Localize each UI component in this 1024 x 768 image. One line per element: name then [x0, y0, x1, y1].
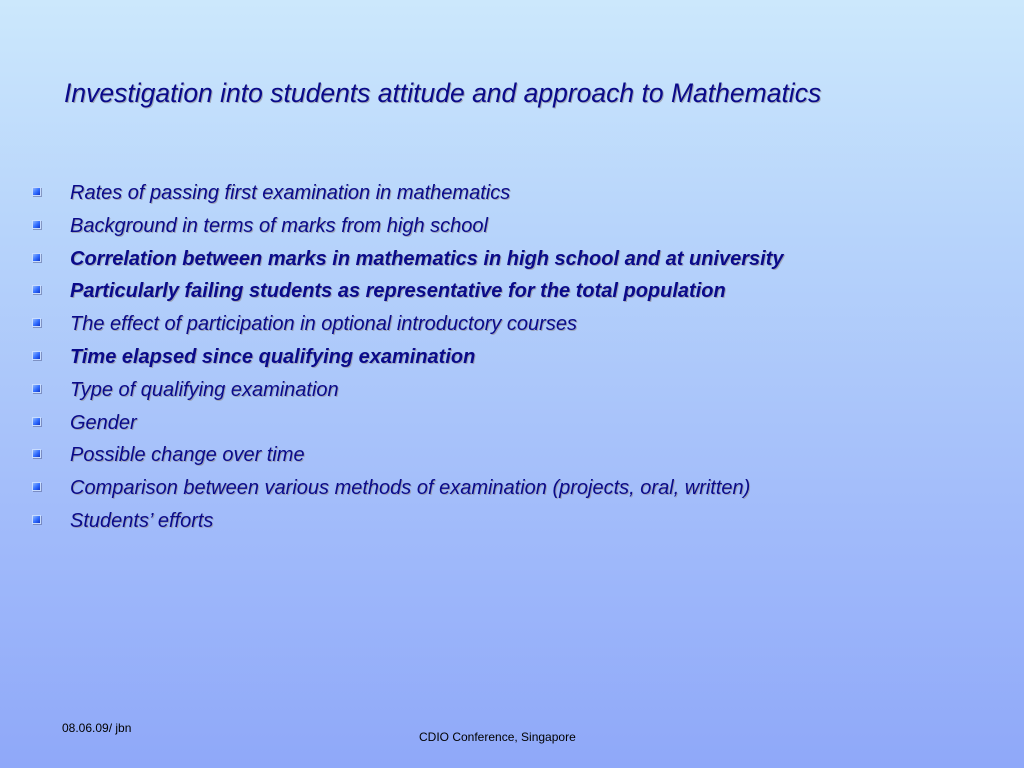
bullet-item	[30, 178, 784, 211]
footer-conference: CDIO Conference, Singapore	[419, 730, 576, 744]
square-bullet-icon	[32, 351, 41, 360]
square-bullet-icon	[32, 417, 41, 426]
square-bullet-icon	[32, 253, 41, 262]
footer-date: 08.06.09/ jbn	[62, 721, 132, 735]
bullet-text: Particularly failing students as representative for the total population	[70, 280, 726, 303]
square-bullet-icon	[32, 384, 41, 393]
bullet-item	[30, 211, 784, 244]
bullet-item	[30, 342, 784, 375]
bullet-item	[30, 244, 784, 277]
slide-title: Investigation into students attitude and approach to Mathematics	[64, 78, 822, 108]
bullet-item	[30, 309, 784, 342]
square-bullet-icon	[32, 482, 41, 491]
bullet-list	[30, 178, 784, 539]
bullet-item	[30, 440, 784, 473]
bullet-text: Comparison between various methods of examination (projects, oral, written)	[70, 477, 751, 500]
bullet-text: The effect of participation in optional introductory courses	[70, 313, 577, 336]
bullet-text: Correlation between marks in mathematics in high school and at university	[70, 247, 784, 270]
square-bullet-icon	[32, 515, 41, 524]
bullet-text: Type of qualifying examination	[70, 378, 339, 401]
bullet-item	[30, 408, 784, 441]
square-bullet-icon	[32, 220, 41, 229]
bullet-text: Rates of passing first examination in mathematics	[70, 182, 511, 204]
square-bullet-icon	[32, 187, 41, 196]
bullet-text: Gender	[70, 411, 137, 434]
bullet-item	[30, 506, 784, 539]
square-bullet-icon	[32, 285, 41, 294]
bullet-text: Students’ efforts	[70, 509, 214, 532]
bullet-text: Background in terms of marks from high school	[70, 214, 488, 237]
bullet-item	[30, 473, 784, 506]
square-bullet-icon	[32, 318, 41, 327]
bullet-text: Time elapsed since qualifying examination	[70, 345, 476, 368]
square-bullet-icon	[32, 449, 41, 458]
bullet-item	[30, 276, 784, 309]
bullet-item	[30, 375, 784, 408]
bullet-text: Possible change over time	[70, 444, 305, 467]
